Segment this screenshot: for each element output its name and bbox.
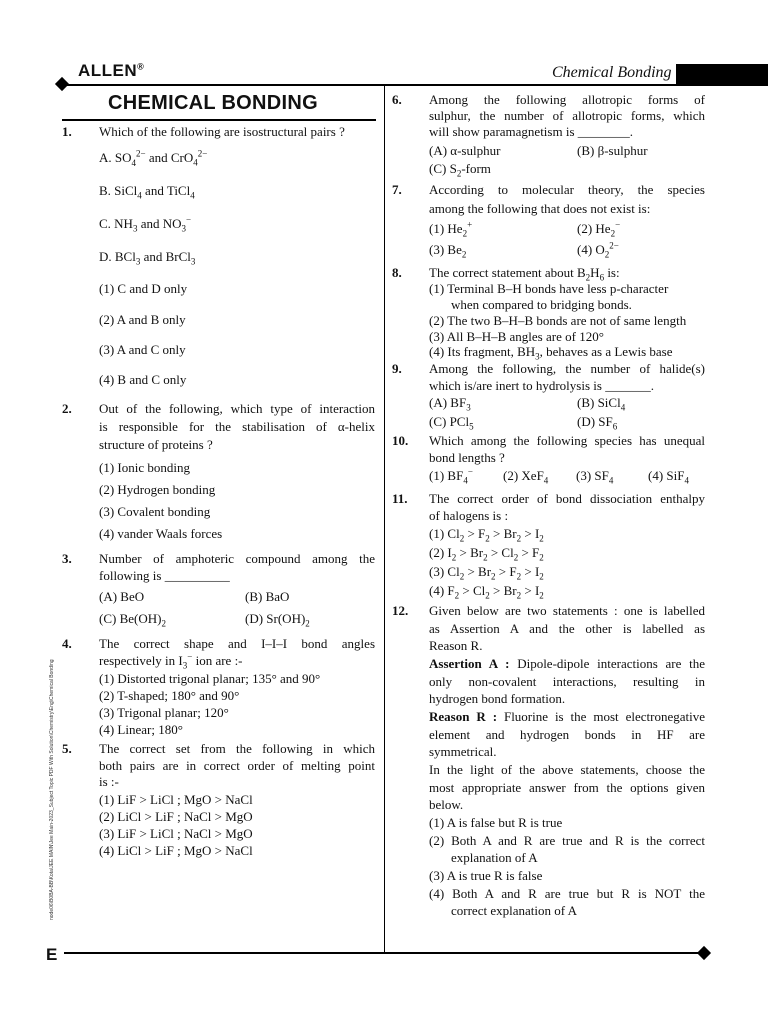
- question-text-line: sulphur, the number of allotropic forms, which: [429, 108, 705, 123]
- question-text-line: following is __________: [99, 568, 230, 583]
- answer-option-b: (B) BaO: [245, 589, 290, 604]
- answer-option-2: (2) A and B only: [99, 312, 186, 327]
- column-divider: [384, 86, 385, 952]
- answer-option-4: (4) $F_2 > Cl_2 > Br_2 > I_2$: [429, 583, 544, 601]
- answer-option-3: (3) $Cl_2 > Br_2 > F_2 > I_2$: [429, 564, 544, 582]
- question-number: 2.: [62, 401, 72, 416]
- answer-option-4: (4) Its fragment, $BH_3$, behaves as a Lewis base: [429, 344, 673, 362]
- question-text-line: as Assertion A and the other is labelled as: [429, 621, 705, 636]
- question-text-line: The correct order of bond dissociation enthalpy: [429, 491, 705, 506]
- answer-option-1: (1) $Cl_2 > F_2 > Br_2 > I_2$: [429, 526, 544, 544]
- answer-option-1: (1) LiF > LiCl ; MgO > NaCl: [99, 792, 253, 807]
- question-number: 11.: [392, 491, 408, 506]
- question-number: 5.: [62, 741, 72, 756]
- answer-option-4: (4) B and C only: [99, 372, 187, 387]
- page-letter: E: [46, 945, 58, 964]
- answer-option-4-cont: correct explanation of A: [451, 903, 577, 918]
- question-text-line: will show paramagnetism is ________.: [429, 124, 634, 139]
- question-text-line: Among the following, the number of halide(s): [429, 361, 705, 376]
- question-number: 12.: [392, 603, 409, 618]
- answer-option-2-cont: explanation of A: [451, 850, 538, 865]
- answer-option-4: (4) Linear; 180°: [99, 722, 183, 737]
- answer-option-3: (3) $Be_2$: [429, 242, 467, 260]
- answer-option-d: (D) $Sr(OH)_2$: [245, 611, 310, 629]
- answer-option-2: (2) LiCl > LiF ; NaCl > MgO: [99, 809, 253, 824]
- question-text-line: is responsible for the stabilisation of α-helix: [99, 419, 375, 434]
- option-c: C. $NH_3$ and $NO_3^-$: [99, 214, 192, 234]
- answer-option-a: (A) BeO: [99, 589, 145, 604]
- answer-option-3: (3) A and C only: [99, 342, 186, 357]
- answer-option-3: (3) A is true R is false: [429, 868, 543, 883]
- answer-option-1: (1) A is false but R is true: [429, 815, 563, 830]
- answer-option-c: (C) PCl$_5$: [429, 414, 474, 432]
- question-number: 10.: [392, 433, 409, 448]
- answer-option-3: (3) Trigonal planar; 120°: [99, 705, 229, 720]
- question-text-line: of halogens is :: [429, 508, 509, 523]
- reason-line: Reason R : Fluorine is the most electronegative: [429, 709, 705, 724]
- side-path-text: node06\B0BA-BB\Kota\JEE MAIN\Jee Main-2023_Subject Topic PDF With Solution\Chemistry\Eng\Chemical Bonding: [49, 659, 55, 920]
- assertion-line: only non-covalent interactions, resulting in: [429, 674, 705, 689]
- question-number: 6.: [392, 92, 402, 107]
- page-title: CHEMICAL BONDING: [108, 92, 318, 114]
- question-number: 1.: [62, 124, 72, 139]
- question-text-line: among the following that does not exist is:: [429, 201, 651, 216]
- question-text-line: Out of the following, which type of interaction: [99, 401, 375, 416]
- option-d: D. BCl$_3$ and BrCl$_3$: [99, 249, 196, 267]
- instruction-line: below.: [429, 797, 464, 812]
- answer-option-c: (C) $Be(OH)_2$: [99, 611, 166, 629]
- question-text-line: Which among the following species has unequal: [429, 433, 705, 448]
- reason-line: symmetrical.: [429, 744, 497, 759]
- question-text-line: both pairs are in correct order of melting point: [99, 758, 375, 773]
- answer-option-3: (3) Covalent bonding: [99, 504, 211, 519]
- header-rule: [62, 84, 678, 86]
- question-number: 3.: [62, 551, 72, 566]
- question-text-line: respectively in $I_3^-$ ion are :-: [99, 651, 243, 671]
- question-text-line: Reason R.: [429, 638, 483, 653]
- question-text-line: The correct set from the following in which: [99, 741, 375, 756]
- answer-option-2: (2) Both A and R are true and R is the correct: [429, 833, 705, 848]
- question-text-line: The correct statement about $B_2H_6$ is:: [429, 265, 620, 283]
- question-number: 9.: [392, 361, 402, 376]
- instruction-line: most appropriate answer from the options given: [429, 780, 705, 795]
- answer-option-4: (4) vander Waals forces: [99, 526, 223, 541]
- option-b: B. SiCl$_4$ and TiCl$_4$: [99, 183, 195, 201]
- assertion-line: Assertion A : Dipole-dipole interactions are the: [429, 656, 705, 671]
- header-section-title: Chemical Bonding: [552, 64, 672, 81]
- question-text-line: which is/are inert to hydrolysis is _______.: [429, 378, 654, 393]
- answer-option-c: (C) $S_2$-form: [429, 161, 491, 179]
- answer-option-b: (B) β-sulphur: [577, 143, 648, 158]
- answer-option-1: (1) Terminal B–H bonds have less p-character: [429, 281, 669, 296]
- answer-option-1: (1) Distorted trigonal planar; 135° and 90°: [99, 671, 321, 686]
- instruction-line: In the light of the above statements, choose the: [429, 762, 705, 777]
- question-number: 8.: [392, 265, 402, 280]
- option-a: A. $SO_4^{2-}$ and CrO$_4^{2-}$: [99, 148, 208, 168]
- answer-option-2: (2) $I_2 > Br_2 > Cl_2 > F_2$: [429, 545, 544, 563]
- answer-option-1: (1) Ionic bonding: [99, 460, 190, 475]
- answer-option-4: (4) LiCl > LiF ; MgO > NaCl: [99, 843, 253, 858]
- answer-option-3: (3) All B–H–B angles are of 120°: [429, 329, 604, 344]
- question-text-line: structure of proteins ?: [99, 437, 213, 452]
- question-text-line: Among the following allotropic forms of: [429, 92, 705, 107]
- question-number: 7.: [392, 182, 402, 197]
- answer-option-a: (A) $BF_3$: [429, 395, 471, 413]
- question-text-line: The correct shape and I–I–I bond angles: [99, 636, 375, 651]
- footer-diamond: [697, 946, 711, 960]
- answer-option-1: (1) $BF_4^-$: [429, 466, 473, 486]
- answer-option-3: (3) $SF_4$: [576, 468, 614, 486]
- answer-option-b: (B) SiCl$_4$: [577, 395, 626, 413]
- answer-option-1-cont: when compared to bridging bonds.: [451, 297, 632, 312]
- header-bar: [676, 64, 768, 86]
- question-text-line: is :-: [99, 774, 119, 789]
- answer-option-2: (2) The two B–H–B bonds are not of same length: [429, 313, 687, 328]
- answer-option-4: (4) SiF$_4$: [648, 468, 689, 486]
- answer-option-a: (A) α-sulphur: [429, 143, 501, 158]
- answer-option-2: (2) Hydrogen bonding: [99, 482, 216, 497]
- answer-option-2: (2) $He_2^-$: [577, 219, 621, 239]
- answer-option-4: (4) Both A and R are true but R is NOT the: [429, 886, 705, 901]
- answer-option-1: (1) C and D only: [99, 281, 188, 296]
- question-text-line: Number of amphoteric compound among the: [99, 551, 375, 566]
- answer-option-4: (4) $O_2^{2-}$: [577, 240, 619, 260]
- question-text-line: bond lengths ?: [429, 450, 505, 465]
- answer-option-3: (3) LiF > LiCl ; NaCl > MgO: [99, 826, 253, 841]
- question-text-line: Given below are two statements : one is labelled: [429, 603, 705, 618]
- answer-option-2: (2) XeF$_4$: [503, 468, 549, 486]
- brand-logo: ALLEN®: [78, 61, 145, 80]
- question-text-line: According to molecular theory, the species: [429, 182, 705, 197]
- title-rule: [62, 119, 376, 121]
- question-number: 4.: [62, 636, 72, 651]
- footer-rule: [64, 952, 704, 954]
- question-text: Which of the following are isostructural pairs ?: [99, 124, 345, 139]
- assertion-line: hydrogen bond formation.: [429, 691, 566, 706]
- answer-option-2: (2) T-shaped; 180° and 90°: [99, 688, 240, 703]
- answer-option-1: (1) $He_2^+$: [429, 219, 473, 239]
- answer-option-d: (D) $SF_6$: [577, 414, 618, 432]
- reason-line: element and hydrogen bonds in HF are: [429, 727, 705, 742]
